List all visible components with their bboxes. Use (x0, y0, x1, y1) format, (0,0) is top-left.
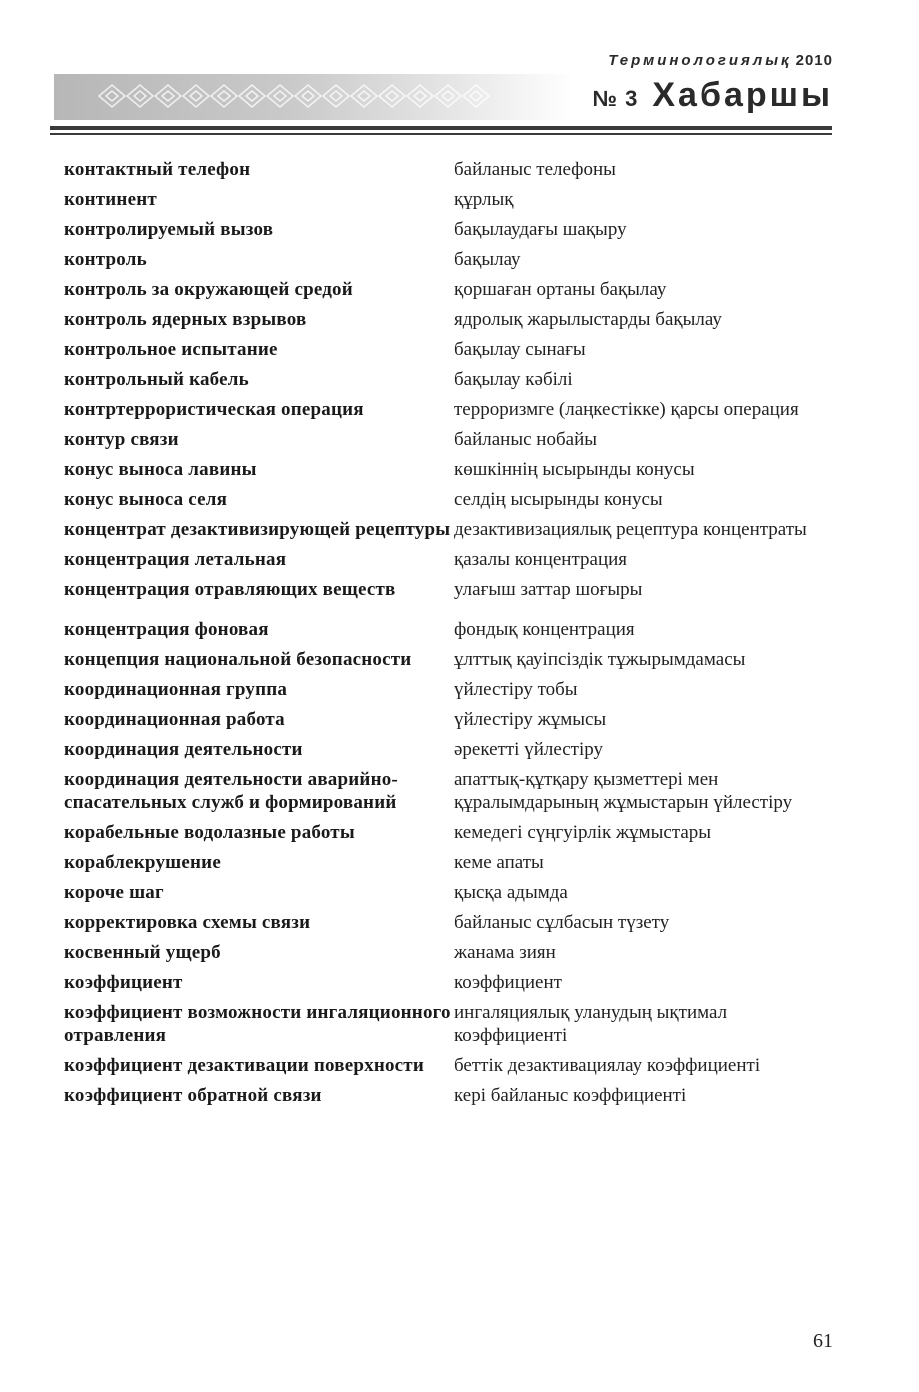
ornament-motif (155, 85, 181, 107)
russian-term: контроль за окружающей средой (64, 279, 353, 300)
russian-term: коэффициент возможности ингаляционного отравления (64, 1002, 451, 1046)
ornament-pattern-icon (54, 74, 574, 120)
russian-term: континент (64, 189, 157, 210)
ornament-motif (183, 85, 209, 107)
glossary-row (64, 618, 834, 641)
glossary-row (64, 518, 834, 541)
ornament-motif (99, 85, 125, 107)
ornament-motif (239, 85, 265, 107)
russian-term: контроль (64, 249, 147, 270)
glossary-row (64, 821, 834, 844)
russian-term: контрольный кабель (64, 369, 249, 390)
kazakh-term: қазалы концентрация (454, 549, 628, 570)
russian-term: концентрация отравляющих веществ (64, 579, 396, 600)
russian-term: контролируемый вызов (64, 219, 274, 240)
kazakh-term: құрлық (454, 189, 514, 210)
kazakh-term: ұлттық қауіпсіздік тұжырымдамасы (454, 649, 746, 670)
journal-name: Терминологиялық (608, 52, 792, 69)
russian-term: контрольное испытание (64, 339, 278, 360)
glossary-row (64, 488, 834, 511)
kazakh-term: әрекетті үйлестіру (454, 739, 604, 760)
kazakh-term: фондық концентрация (454, 619, 635, 640)
kazakh-term: бақылау сынағы (454, 339, 586, 360)
russian-term: конус выноса селя (64, 489, 228, 510)
kazakh-term: дезактивизациялық рецептура концентраты (454, 519, 807, 540)
ornament-motif (435, 85, 461, 107)
russian-term: кораблекрушение (64, 852, 221, 873)
russian-term: координационная группа (64, 679, 288, 700)
glossary-row (64, 188, 834, 211)
russian-term: концентрация летальная (64, 549, 287, 570)
russian-term: короче шаг (64, 882, 164, 903)
page-number: 61 (813, 1330, 833, 1352)
russian-term: концентрация фоновая (64, 619, 269, 640)
kazakh-term: кері байланыс коэффициенті (454, 1085, 687, 1106)
kazakh-term: улағыш заттар шоғыры (454, 579, 643, 600)
kazakh-term: терроризмге (лаңкестікке) қарсы операция (454, 399, 799, 420)
ornament-motif (463, 85, 489, 107)
russian-term: контактный телефон (64, 159, 251, 180)
journal-name-line (608, 52, 833, 69)
glossary-row (64, 738, 834, 761)
header-rule-thick (50, 126, 832, 130)
issue-number: № 3 (592, 86, 639, 111)
ornament-motif (211, 85, 237, 107)
russian-term: контртеррористическая операция (64, 399, 364, 420)
kazakh-term: үйлестіру жұмысы (454, 709, 607, 730)
glossary-row (64, 1001, 834, 1047)
ornament-motif (351, 85, 377, 107)
glossary-row (64, 911, 834, 934)
kazakh-term: жанама зиян (454, 942, 556, 963)
glossary-row (64, 398, 834, 421)
glossary-row (64, 881, 834, 904)
page-header (0, 0, 919, 150)
kazakh-term: беттік дезактивациялау коэффициенті (454, 1055, 761, 1076)
header-rule-thin (50, 133, 832, 135)
ornament-motif (407, 85, 433, 107)
journal-title: Хабаршы (652, 76, 833, 114)
kazakh-term: ингаляциялық уланудың ықтимал коэффициенті (454, 1002, 728, 1046)
glossary-row (64, 218, 834, 241)
journal-year: 2010 (795, 52, 833, 69)
ornament-motif (379, 85, 405, 107)
kazakh-term: апаттық-құтқару қызметтері мен құралымдарының жұмыстарын үйлестіру (454, 769, 793, 813)
kazakh-term: бақылау (454, 249, 521, 270)
glossary-row (64, 548, 834, 571)
russian-term: коэффициент обратной связи (64, 1085, 322, 1106)
glossary-row (64, 678, 834, 701)
kazakh-term: бақылаудағы шақыру (454, 219, 627, 240)
kazakh-term: селдің ысырынды конусы (454, 489, 663, 510)
kazakh-term: байланыс нобайы (454, 429, 598, 450)
russian-term: коэффициент (64, 972, 183, 993)
russian-term: коэффициент дезактивации поверхности (64, 1055, 424, 1076)
ornament-motif (127, 85, 153, 107)
russian-term: косвенный ущерб (64, 942, 221, 963)
glossary-row (64, 368, 834, 391)
ornament-motif (267, 85, 293, 107)
russian-term: корабельные водолазные работы (64, 822, 355, 843)
kazakh-term: ядролық жарылыстарды бақылау (454, 309, 722, 330)
glossary-row (64, 941, 834, 964)
journal-title-line (592, 76, 833, 115)
glossary-row (64, 458, 834, 481)
kazakh-term: үйлестіру тобы (454, 679, 578, 700)
russian-term: координация деятельности аварийно-спасательных служб и формирований (64, 769, 398, 813)
glossary-row (64, 971, 834, 994)
russian-term: контроль ядерных взрывов (64, 309, 307, 330)
russian-term: контур связи (64, 429, 179, 450)
kazakh-term: кеме апаты (454, 852, 544, 873)
ornament-motif (295, 85, 321, 107)
glossary-row (64, 158, 834, 181)
russian-term: концепция национальной безопасности (64, 649, 412, 670)
kazakh-term: көшкіннің ысырынды конусы (454, 459, 695, 480)
kazakh-term: байланыс сұлбасын түзету (454, 912, 670, 933)
glossary-row (64, 1054, 834, 1077)
glossary-row (64, 768, 834, 814)
kazakh-term: қысқа адымда (454, 882, 568, 903)
glossary-row (64, 708, 834, 731)
glossary-row (64, 248, 834, 271)
kazakh-term: коэффициент (454, 972, 562, 993)
ornament-band (54, 74, 574, 120)
kazakh-term: кемедегі сүңгуірлік жұмыстары (454, 822, 712, 843)
glossary-row (64, 648, 834, 671)
glossary-row (64, 338, 834, 361)
ornament-motif (323, 85, 349, 107)
glossary-row (64, 578, 834, 601)
glossary-entries (64, 158, 834, 1114)
russian-term: координационная работа (64, 709, 285, 730)
russian-term: корректировка схемы связи (64, 912, 311, 933)
kazakh-term: қоршаған ортаны бақылау (454, 279, 667, 300)
kazakh-term: байланыс телефоны (454, 159, 616, 180)
glossary-row (64, 851, 834, 874)
russian-term: координация деятельности (64, 739, 303, 760)
russian-term: концентрат дезактивизирующей рецептуры (64, 519, 451, 540)
kazakh-term: бақылау кәбілі (454, 369, 573, 390)
russian-term: конус выноса лавины (64, 459, 257, 480)
glossary-row (64, 308, 834, 331)
glossary-row (64, 1084, 834, 1107)
glossary-row (64, 428, 834, 451)
glossary-row (64, 278, 834, 301)
